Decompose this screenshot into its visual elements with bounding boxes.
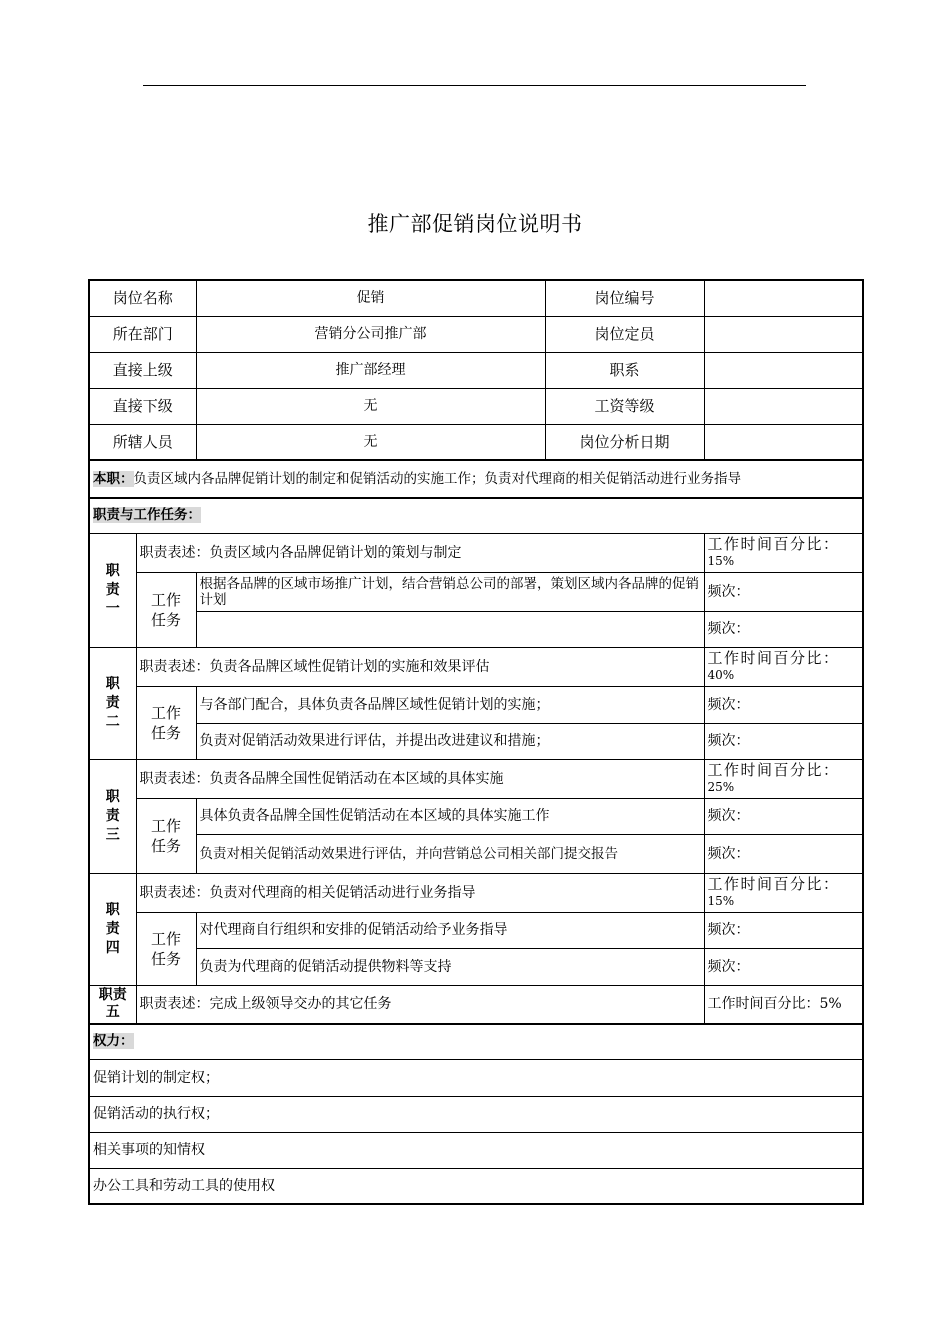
task-text: 负责为代理商的促销活动提供物料等支持 [196,948,704,985]
task-text: 负责对促销活动效果进行评估，并提出改进建议和措施； [196,723,704,759]
task-frequency: 频次： [704,912,863,948]
task-frequency: 频次： [704,686,863,723]
main-duty-row [89,460,863,498]
task-frequency: 频次： [704,834,863,873]
info-row [89,388,863,424]
task-frequency: 频次： [704,723,863,759]
info-label: 职系 [545,352,704,388]
power-item: 促销计划的制定权； [89,1059,863,1096]
duty-statement: 职责表述：负责对代理商的相关促销活动进行业务指导 [136,873,704,912]
info-value: 促销 [196,280,545,316]
time-percentage: 工作时间百分比：5% [704,985,863,1024]
duty-statement: 职责表述：负责区域内各品牌促销计划的策划与制定 [136,533,704,572]
task-row [89,572,863,611]
info-value [704,280,863,316]
duty-name: 职 责 二 [89,647,136,759]
time-percentage: 工作时间百分比： 25% [704,759,863,798]
task-row [89,723,863,759]
power-item: 办公工具和劳动工具的使用权 [89,1168,863,1204]
task-frequency: 频次： [704,572,863,611]
duty-statement-row [89,647,863,686]
task-row [89,686,863,723]
task-label: 工作 任务 [136,572,196,647]
duty-statement-row [89,873,863,912]
task-frequency: 频次： [704,948,863,985]
task-text: 根据各品牌的区域市场推广计划，结合营销总公司的部署，策划区域内各品牌的促销计划 [196,572,704,611]
task-label: 工作 任务 [136,686,196,759]
info-value: 推广部经理 [196,352,545,388]
info-label: 岗位分析日期 [545,424,704,460]
task-row [89,611,863,647]
info-label: 所在部门 [89,316,196,352]
info-value: 无 [196,424,545,460]
power-row [89,1168,863,1204]
time-percentage: 工作时间百分比： 40% [704,647,863,686]
info-value [704,424,863,460]
info-row [89,316,863,352]
power-item: 促销活动的执行权； [89,1096,863,1132]
job-description-table [88,279,864,1205]
duty-name: 职责 五 [89,985,136,1024]
info-label: 所辖人员 [89,424,196,460]
duty-statement: 职责表述：负责各品牌区域性促销计划的实施和效果评估 [136,647,704,686]
header-rule [143,85,806,86]
info-label: 岗位编号 [545,280,704,316]
powers-heading: 权力： [89,1024,863,1059]
task-row [89,798,863,834]
time-percentage: 工作时间百分比： 15% [704,533,863,572]
task-text: 与各部门配合，具体负责各品牌区域性促销计划的实施； [196,686,704,723]
power-row [89,1096,863,1132]
power-row [89,1059,863,1096]
info-row [89,352,863,388]
task-text [196,611,704,647]
info-label: 岗位名称 [89,280,196,316]
section-row [89,1024,863,1059]
info-label: 工资等级 [545,388,704,424]
duty-statement: 职责表述：完成上级领导交办的其它任务 [136,985,704,1024]
task-frequency: 频次： [704,611,863,647]
info-row [89,280,863,316]
task-label: 工作 任务 [136,798,196,873]
task-row [89,948,863,985]
info-value: 无 [196,388,545,424]
info-label: 直接下级 [89,388,196,424]
duty-statement-row [89,759,863,798]
main-duty [89,460,863,498]
duty-statement-row [89,985,863,1024]
task-text: 对代理商自行组织和安排的促销活动给予业务指导 [196,912,704,948]
main-duty-text: 负责区域内各品牌促销计划的制定和促销活动的实施工作；负责对代理商的相关促销活动进行业务指导 [133,471,741,487]
main-duty-label: 本职： [93,471,134,487]
task-row [89,834,863,873]
duty-statement: 职责表述：负责各品牌全国性促销活动在本区域的具体实施 [136,759,704,798]
duty-statement-row [89,533,863,572]
info-label: 直接上级 [89,352,196,388]
page-title: 推广部促销岗位说明书 [367,212,583,236]
duty-name: 职 责 三 [89,759,136,873]
task-label: 工作 任务 [136,912,196,985]
power-item: 相关事项的知情权 [89,1132,863,1168]
info-value [704,388,863,424]
info-row [89,424,863,460]
duties-heading: 职责与工作任务： [89,498,863,533]
section-row [89,498,863,533]
duty-name: 职 责 四 [89,873,136,985]
info-value: 营销分公司推广部 [196,316,545,352]
task-row [89,912,863,948]
duty-name: 职 责 一 [89,533,136,647]
info-value [704,352,863,388]
info-value [704,316,863,352]
task-text: 负责对相关促销活动效果进行评估，并向营销总公司相关部门提交报告 [196,834,704,873]
task-text: 具体负责各品牌全国性促销活动在本区域的具体实施工作 [196,798,704,834]
info-label: 岗位定员 [545,316,704,352]
power-row [89,1132,863,1168]
time-percentage: 工作时间百分比： 15% [704,873,863,912]
task-frequency: 频次： [704,798,863,834]
